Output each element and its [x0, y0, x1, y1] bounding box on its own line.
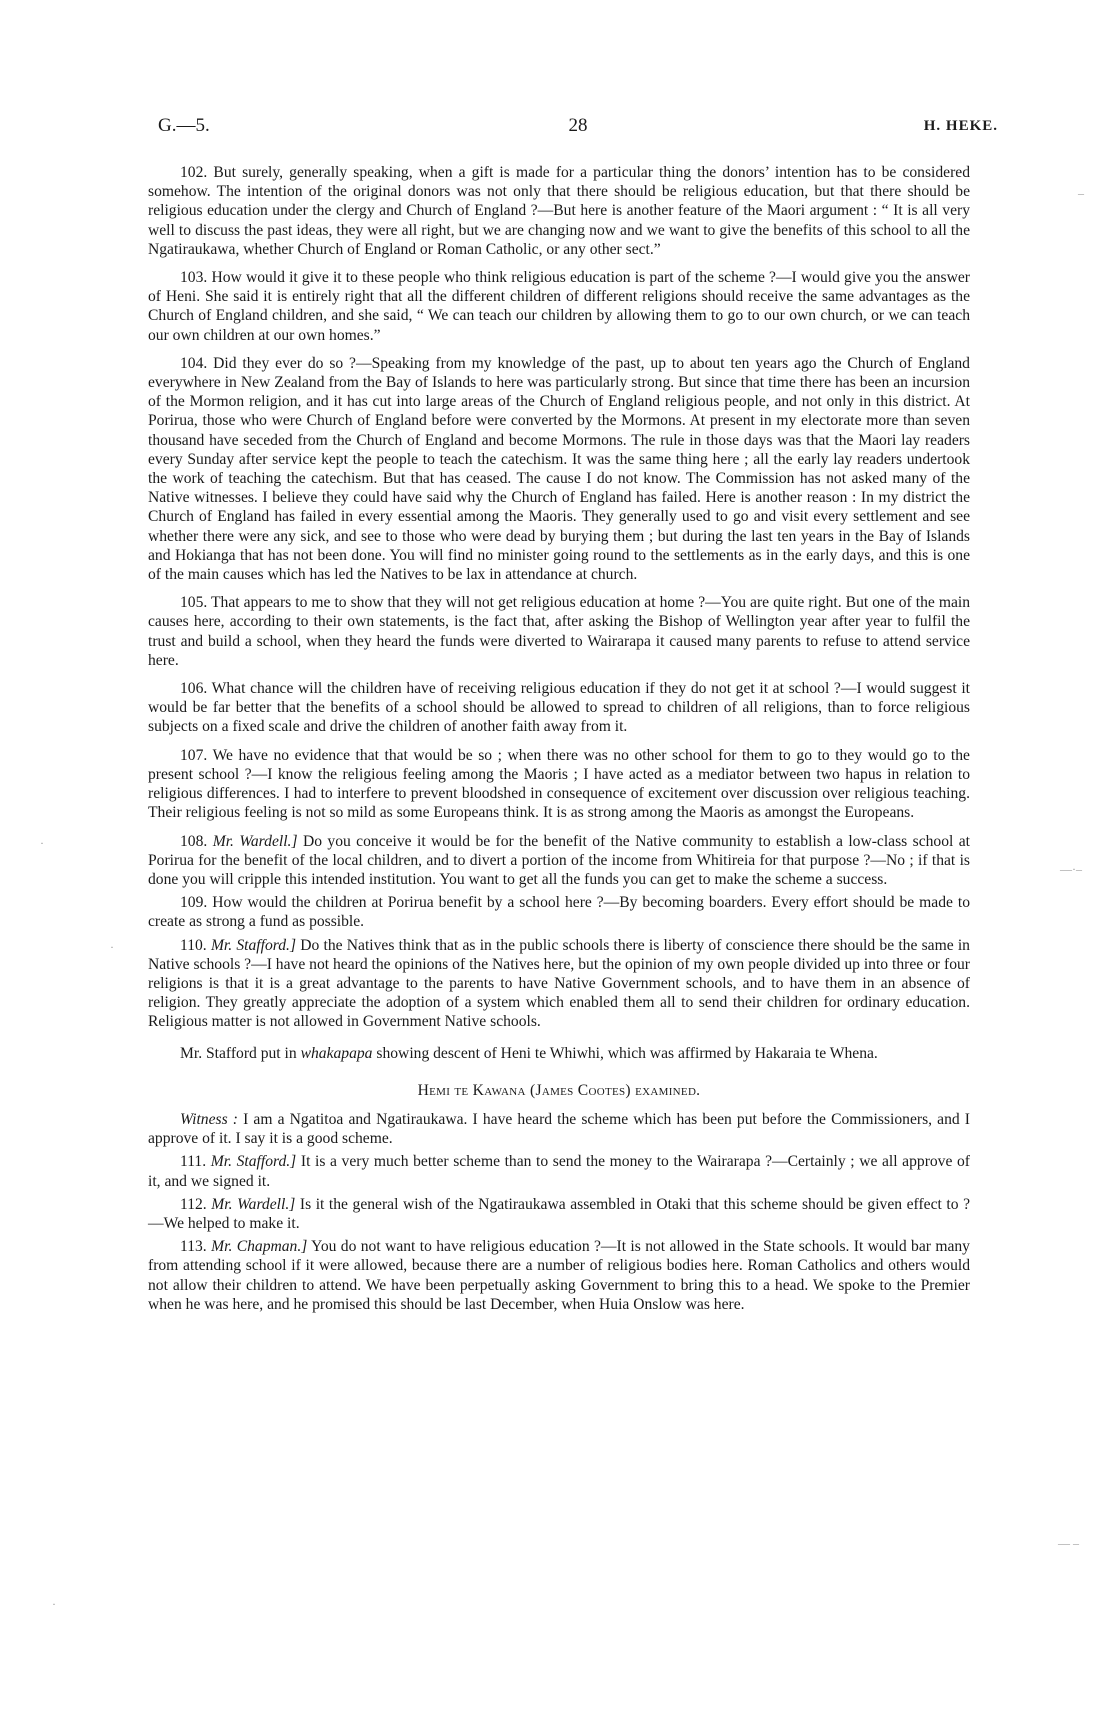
paragraph-104	[148, 354, 970, 584]
paragraph-text: We have no evidence that that would be so ; when there was no other school for them to go to they would go to the present school ?—I know the religious feeling among the Maoris ; I have acted as a mediator between two hapus in relation to religious differences. I had to interfere to prevent bloodshed in consequence of excitement over discussion over religious teaching. Their religious feeling is not so mild as some Europeans think. It is as strong among the Maoris as amongst the Europeans.	[148, 746, 970, 822]
paragraph-text: I am a Ngatitoa and Ngatiraukawa. I have heard the scheme which has been put before the Commissioners, and I approve of it. I say it is a good scheme.	[148, 1110, 970, 1148]
margin-dot-mark: ·	[52, 1597, 56, 1611]
paragraph-text: Do the Natives think that as in the public schools there is liberty of conscience there should be the same in Native schools ?—I have not heard the opinions of the Natives here, but the opinion of my own people divided up into three or four religions is that it is a great advantage to the parents to have Native Government schools, and to have them in an absence of religion. They greatly appreciate the adoption of a system which enabled them all to send their children for ordinary education. Religious matter is not allowed in Government Native schools.	[148, 936, 970, 1031]
paragraph-105	[148, 593, 970, 670]
paragraph-text: But surely, generally speaking, when a gift is made for a particular thing the donors’ intention has to be considered somehow. The intention of the original donors was not only that there should be religious education, but that there should be religious education under the clergy and Church of England ?—But here is another feature of the Maori argument : “ It is all very well to discuss the past ideas, they were all right, but we are changing now and we want to give the benefits of this school to all the Ngatiraukawa, whether Church of England or Roman Catholic, or any other sect.”	[148, 164, 970, 258]
paragraph-text: You do not want to have religious education ?—It is not allowed in the State schools. It would bar many from attending school if it were allowed, because there are a number of religious bodies here. Roman Catholics and others would not allow their children to attend. We have been perpetually asking Government to bring this to a head. We spoke to the Premier when he was here, and he promised this should be last December, when Huia Onslow was here.	[148, 1238, 970, 1313]
paragraph-number: 102.	[180, 164, 208, 181]
paragraph-number: 105.	[180, 594, 208, 612]
paragraph-text: How would the children at Porirua benefit by a school here ?—By becoming boarders. Every effort should be made to create as strong a fund as possible.	[148, 894, 970, 931]
note-italic-term: whakapapa	[300, 1044, 373, 1062]
paragraph-number: 106.	[180, 680, 208, 698]
paragraph-text: That appears to me to show that they will not get religious education at home ?—You are quite right. But one of the main causes here, according to their own statements, is the fact that, after asking the Bishop of Wellington year after year to fulfil the trust and build a school, when they heard the funds were diverted to Wairarapa it caused many parents to refuse to attend service here.	[148, 594, 970, 669]
paragraph-110	[148, 936, 970, 1032]
paragraph-number: 104.	[180, 354, 208, 372]
margin-dash-mark: —·–	[1060, 862, 1082, 876]
paragraph-text: Did they ever do so ?—Speaking from my knowledge of the past, up to about ten years ago the Church of England everywhere in New Zealand from the Bay of Islands to here was particularly strong. But since that time there has been an incursion of the Mormon religion, and it has cut into large areas of the Church of England religious people, and not only in this district. At Porirua, those who were Church of England before were converted by the Mormons. At present in my electorate more than seven thousand have seceded from the Church of England and become Mormons. The rule in those days was that the Maori lay readers every Sunday after service kept the people to teach the catechism. It was the same thing here ; all the early lay readers undertook the work of teaching the catechism. But that has ceased. The cause I do not know. The Commission has not asked many of the Native witnesses. I believe they could have said why the Church of England has failed. Here is another reason : In my district the Church of England has failed in every essential among the Maoris. They generally used to go and visit every settlement and see whether there were any sick, and see to those who were dead by burying them ; but during the last ten years in the Bay of Islands and Hokianga that has not been done. You will find no minister going round to the settlements as in the early days, and this is one of the main causes which has led the Natives to be lax in attendance at church.	[148, 354, 970, 584]
paragraph-number: 103.	[180, 269, 208, 287]
paragraph-number: 112.	[180, 1195, 207, 1213]
paragraph-108	[148, 832, 970, 890]
note-text: showing descent of Heni te Whiwhi, which was affirmed by Hakaraia te Whena.	[376, 1044, 878, 1062]
paragraph-number: 110.	[180, 936, 207, 954]
margin-dot-mark: ·	[110, 940, 114, 954]
margin-dot-mark: ·	[40, 836, 44, 850]
paragraph-text: Is it the general wish of the Ngatiraukawa assembled in Otaki that this scheme should be given effect to ?—We helped to make it.	[148, 1195, 971, 1232]
margin-dash-mark: — –	[1058, 1536, 1079, 1550]
page-number: 28	[568, 115, 588, 136]
paragraph-107	[148, 746, 970, 823]
paragraph-112	[148, 1195, 970, 1233]
paragraph-text: It is a very much better scheme than to send the money to the Wairarapa ?—Certainly ; we all approve of it, and we signed it.	[148, 1153, 970, 1190]
paragraph-111	[148, 1152, 970, 1190]
speaker: Mr. Wardell.]	[212, 832, 298, 850]
document-reference: G.—5.	[158, 115, 210, 136]
paragraph-text: What chance will the children have of receiving religious education if they do not get it at school ?—I would suggest it would be far better that the benefits of a school should be allowed to spread to children of all religions, than to force religious subjects on a fixed scale and drive the children of another faith away from it.	[148, 680, 970, 736]
paragraph-number: 108.	[180, 832, 208, 850]
page-body	[148, 163, 970, 1318]
paragraph-number: 107.	[180, 746, 208, 764]
paragraph-number: 111.	[180, 1153, 207, 1171]
paragraph-102	[148, 163, 970, 259]
paragraph-number: 113.	[180, 1238, 207, 1256]
paragraph-number: 109.	[180, 894, 208, 912]
paragraph-106	[148, 679, 970, 737]
speaker: Mr. Stafford.]	[210, 936, 297, 954]
page-header	[158, 115, 998, 141]
paragraph-text: Do you conceive it would be for the benefit of the Native community to establish a low-class school at Porirua for the benefit of the local children, and to divert a portion of the income from Whitireia for that purpose ?—No ; if that is done you will cripple this intended institution. You want to get all the funds you can get to make the scheme a success.	[148, 832, 970, 888]
witness-statement	[148, 1110, 970, 1148]
speaker: Mr. Stafford.]	[210, 1153, 297, 1171]
speaker: Mr. Wardell.]	[211, 1195, 296, 1213]
margin-dash-mark: –	[1078, 186, 1084, 200]
whakapapa-note	[148, 1044, 970, 1063]
paragraph-109	[148, 893, 970, 931]
witness-heading: Hemi te Kawana (James Cootes) examined.	[417, 1081, 701, 1099]
witness-label: Witness :	[180, 1110, 238, 1128]
speaker: Mr. Chapman.]	[211, 1238, 308, 1256]
paragraph-103	[148, 268, 970, 345]
note-text: Mr. Stafford put in	[180, 1044, 297, 1062]
paragraph-113	[148, 1237, 970, 1314]
paragraph-text: How would it give it to these people who think religious education is part of the scheme ?—I would give you the answer of Heni. She said it is entirely right that all the different children of different religions should receive the same advantages as the Church of England children, and she said, “ We can teach our children by allowing them to go to our own church, or we can teach our own children at our own homes.”	[148, 269, 970, 344]
running-head: H. HEKE.	[923, 118, 998, 134]
